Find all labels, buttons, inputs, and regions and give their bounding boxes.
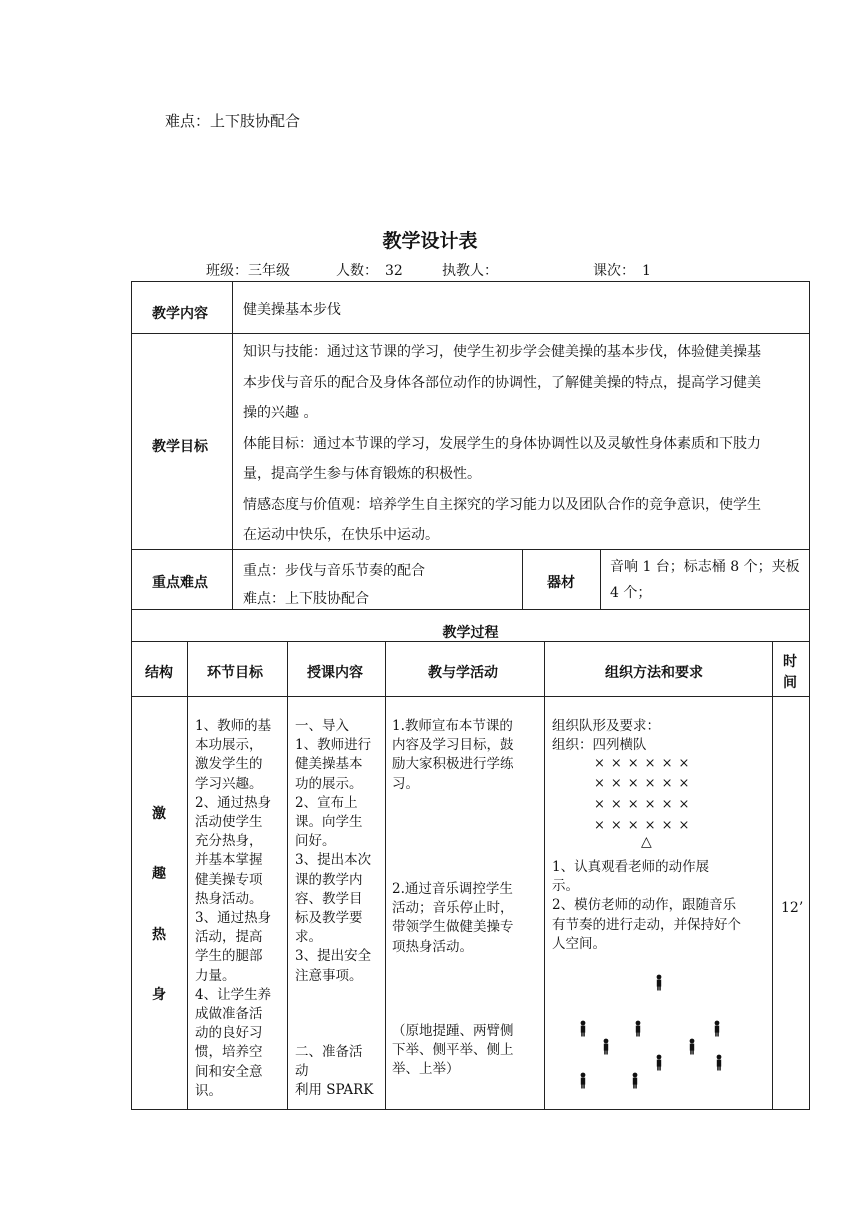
content-value: 健美操基本步伐 <box>243 302 341 318</box>
top-note: 难点：上下肢协配合 <box>165 112 301 130</box>
col-divider <box>522 549 523 609</box>
person-icon <box>581 1073 586 1089</box>
structure-char: 热 <box>152 927 166 943</box>
formation-row: ×××××× <box>594 797 696 812</box>
time-value: 12’ <box>781 900 804 916</box>
header-time-2: 间 <box>783 675 797 691</box>
org-reqs: 1、认真观看老师的动作展 示。 2、模仿老师的动作，跟随音乐 有节奏的进行走动，并保持好个 人空间。 <box>552 859 741 952</box>
key-text <box>243 557 425 613</box>
header-org: 组织方法和要求 <box>605 665 703 681</box>
row-divider <box>131 696 810 697</box>
org-head: 组织队形及要求： 组织：四列横队 <box>552 718 660 754</box>
person-icon <box>657 1055 662 1071</box>
page-title: 教学设计表 <box>382 230 478 252</box>
goals-label: 教学目标 <box>152 439 208 455</box>
person-icon <box>657 975 662 991</box>
col-divider <box>544 641 545 1110</box>
row-divider <box>131 609 810 610</box>
header-structure: 结构 <box>145 665 173 681</box>
content-lines-b: 二、准备活 动 利用 SPARK <box>295 1044 374 1099</box>
person-icon <box>633 1073 638 1089</box>
structure-char: 趣 <box>152 866 166 882</box>
activity-a: 1.教师宣布本节课的 内容及学习目标，鼓 励大家积极进行学练 习。 <box>392 718 514 792</box>
col-divider <box>600 549 601 609</box>
content-label: 教学内容 <box>152 306 208 322</box>
process-label: 教学过程 <box>442 625 499 641</box>
content-lines-a: 一、导入 1、教师进行 健美操基本 功的展示。 2、宣布上 课。向学生 问好。 3、提出本次 课的教学内 容、教学目 标及教学要 求。 3、提出安全 注意事项。 <box>295 718 372 984</box>
header-time-1: 时 <box>783 654 797 670</box>
col-divider <box>287 641 288 1110</box>
person-icon <box>604 1039 609 1055</box>
formation-row: ×××××× <box>594 756 696 771</box>
person-icon <box>690 1039 695 1055</box>
activity-b: 2.通过音乐调控学生 活动；音乐停止时， 带领学生做健美操专 项热身活动。 <box>392 881 514 955</box>
equip-text: 音响 1 台；标志桶 8 个；夹板 4 个； <box>610 559 800 601</box>
meta-count: 人数： 32 <box>336 263 403 279</box>
meta-teacher: 执教人： <box>442 263 498 279</box>
goal-lines: 1、教师的基 本功展示， 激发学生的 学习兴趣。 2、通过热身 活动使学生 充分热身， 并基本掌握 健美操专项 热身活动。 3、通过热身 活动，提高 学生的腿部 力量。 4、让学生养 成做准备活 动的良好习 惯，培养空 间和安全意 识。 <box>195 718 272 1099</box>
goals-text: 知识与技能：通过这节课的学习，使学生初步学会健美操的基本步伐，体验健美操基 本步伐与音乐的配合及身体各部位动作的协调性，了解健美操的特点，提高学习健美 操的兴趣 。 体能目标：通过本节课的学习，发展学生的身体协调性以及灵敏性身体素质和下肢力 量，提高学生参与体育锻炼的积极性。 情感态度与价值观：培养学生自主探究的学习能力以及团队合作的竞争意识，使学生 在运动中快乐，在快乐中运动。 <box>243 344 761 543</box>
scatter-formation <box>560 965 760 1095</box>
col-divider <box>187 641 188 1110</box>
person-icon <box>581 1021 586 1037</box>
formation-row: ×××××× <box>594 776 696 791</box>
activity-c: （原地提踵、两臂侧 下举、侧平举、侧上 举、上举） <box>392 1023 514 1078</box>
header-activity: 教与学活动 <box>428 665 498 681</box>
structure-char: 身 <box>152 987 166 1003</box>
hard-point: 难点：上下肢协配合 <box>243 591 369 607</box>
header-goal: 环节目标 <box>207 665 263 681</box>
header-content: 授课内容 <box>307 665 363 681</box>
formation-row: ×××××× <box>594 818 696 833</box>
col-divider <box>772 641 773 1110</box>
meta-class: 班级：三年级 <box>206 263 290 279</box>
person-icon <box>636 1021 641 1037</box>
meta-lesson: 课次： 1 <box>593 263 651 279</box>
person-icon <box>717 1055 722 1071</box>
teacher-triangle-icon: △ <box>641 834 652 850</box>
col-divider <box>232 281 233 609</box>
key-point: 重点：步伐与音乐节奏的配合 <box>243 563 425 579</box>
key-label: 重点难点 <box>152 575 208 591</box>
structure-char: 激 <box>152 806 166 822</box>
person-icon <box>715 1021 720 1037</box>
col-divider <box>385 641 386 1110</box>
equip-label: 器材 <box>547 575 575 591</box>
